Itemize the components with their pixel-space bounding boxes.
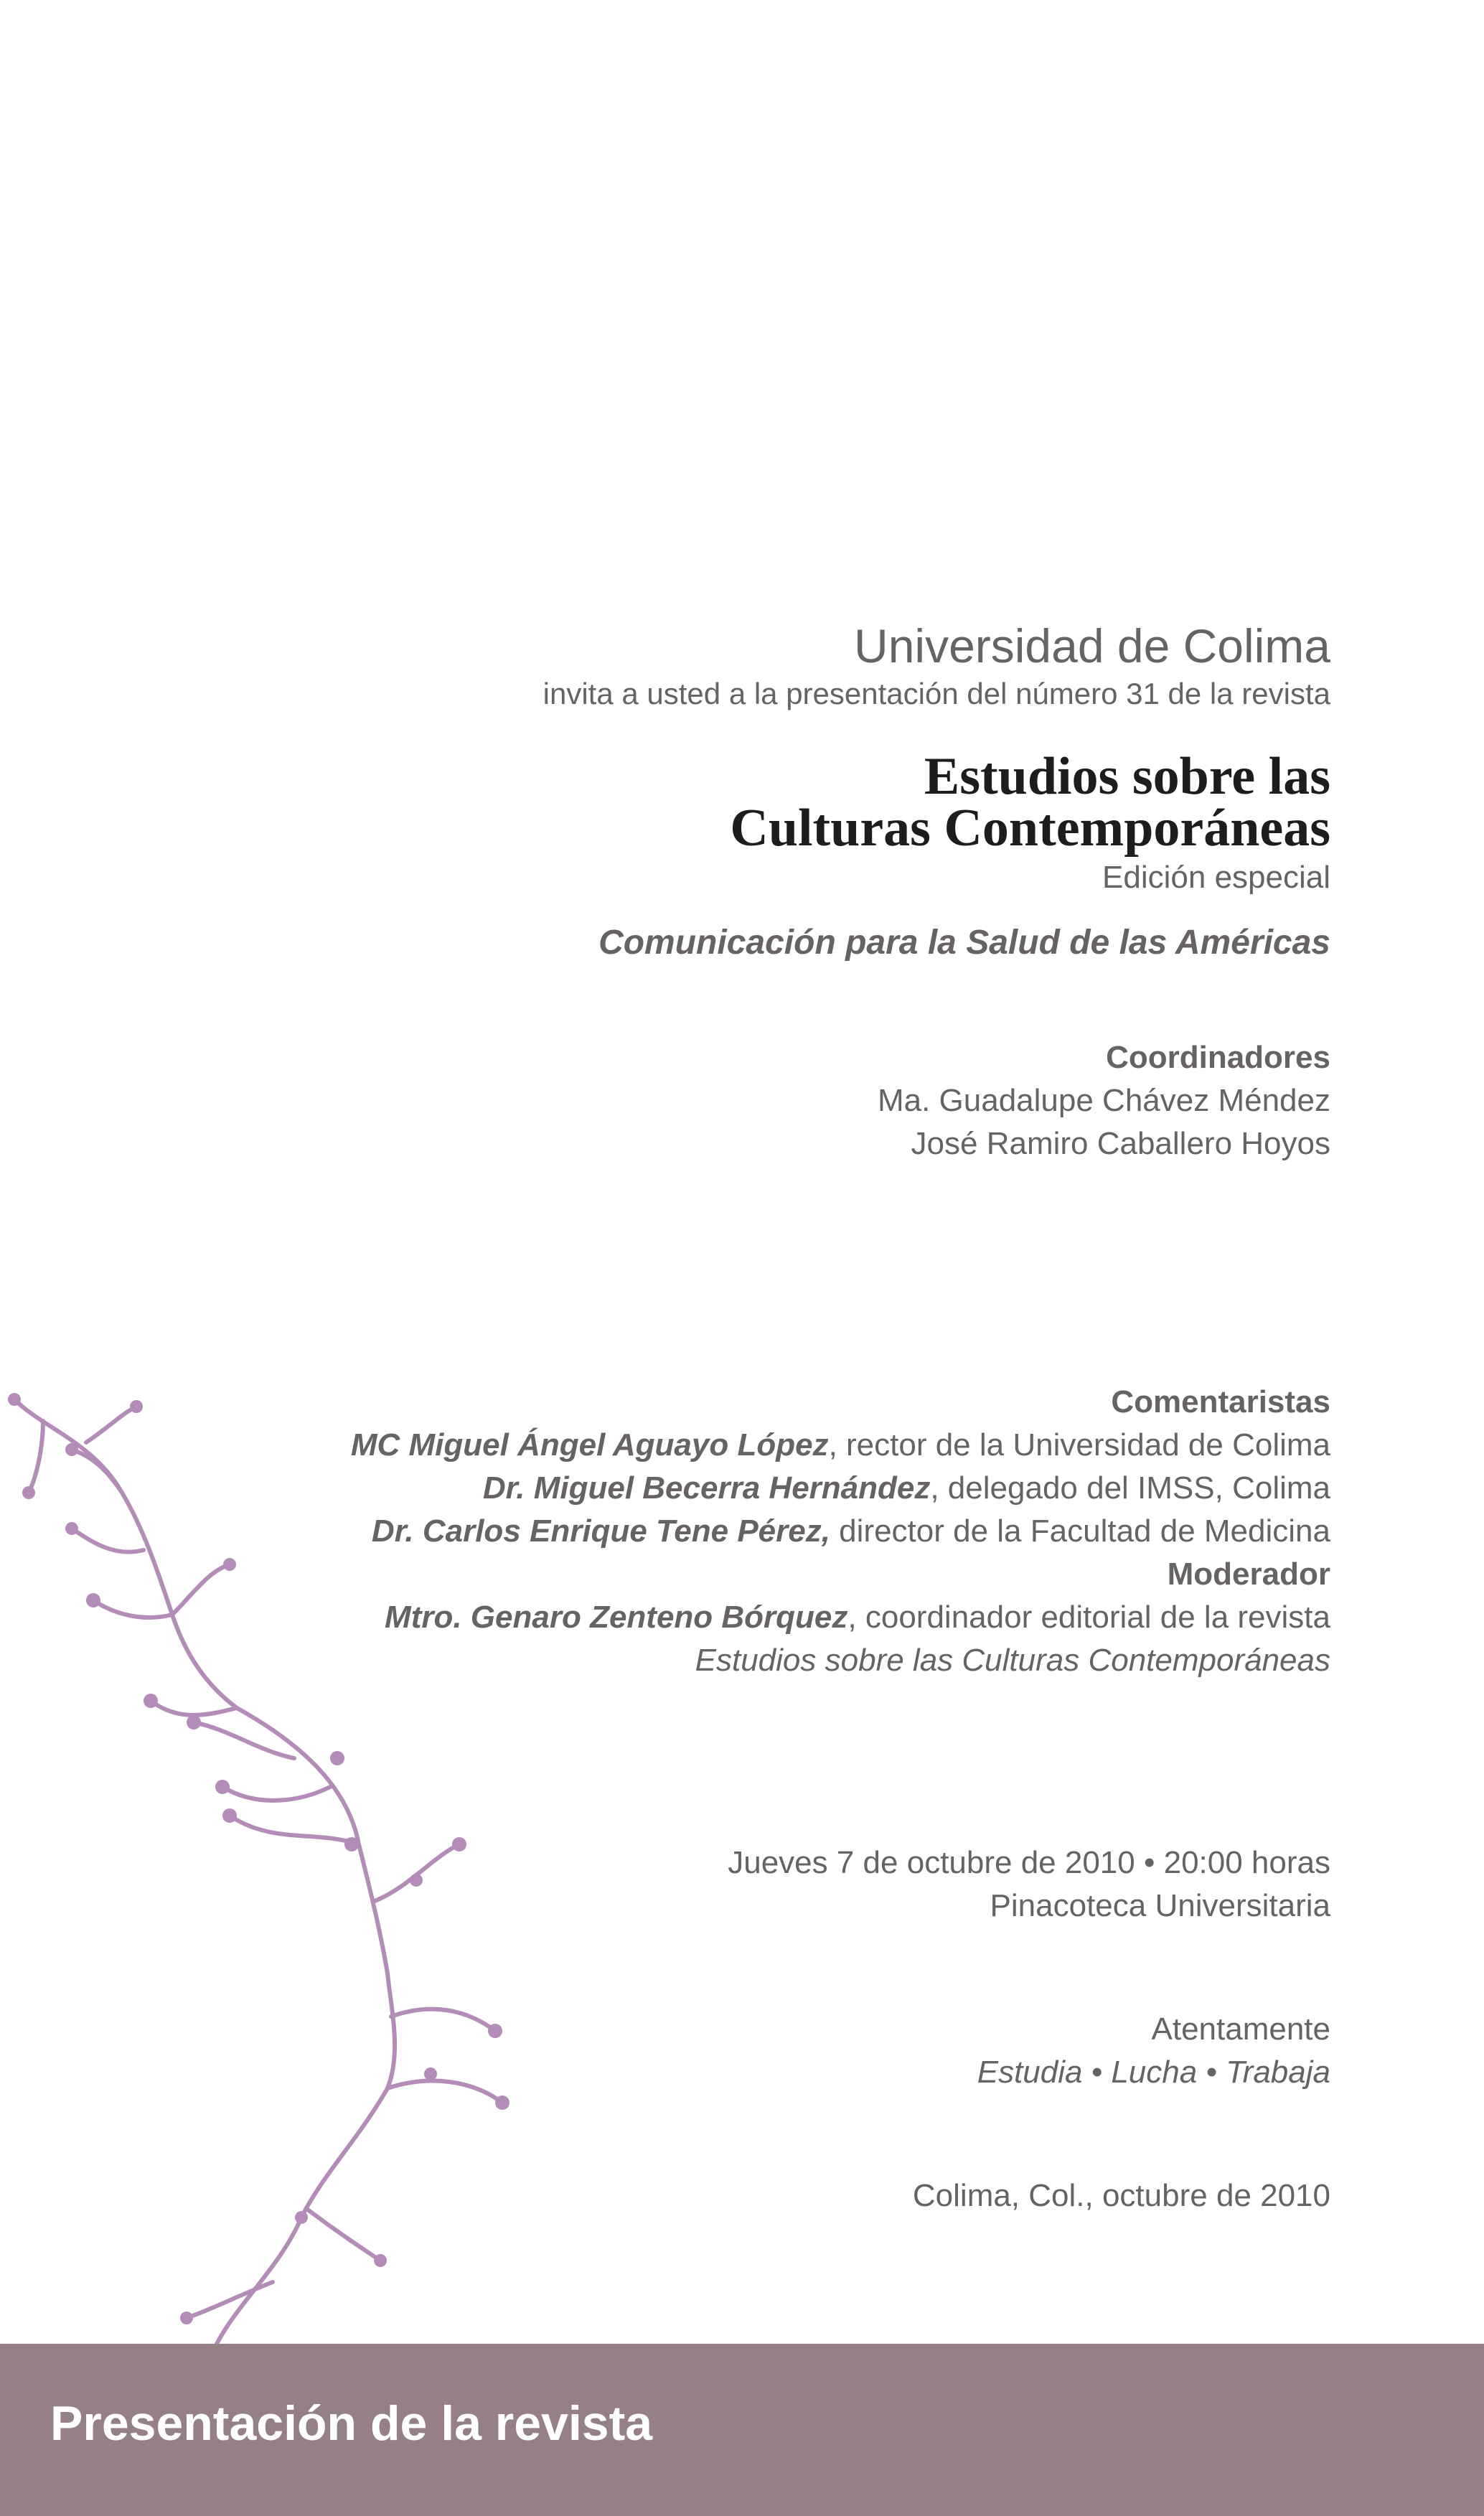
commentator-role: , rector de la Universidad de Colima bbox=[828, 1427, 1330, 1463]
moderator-heading: Moderador bbox=[1167, 1557, 1330, 1592]
commentators-heading: Comentaristas bbox=[1111, 1384, 1330, 1419]
moderator-role: , coordinador editorial de la revista bbox=[847, 1600, 1330, 1635]
journal-title-line-1: Estudios sobre las bbox=[924, 747, 1330, 806]
university-motto: Estudia • Lucha • Trabaja bbox=[977, 2055, 1330, 2090]
event-datetime: Jueves 7 de octubre de 2010 • 20:00 horas bbox=[728, 1845, 1330, 1880]
moderator-name: Mtro. Genaro Zenteno Bórquez bbox=[385, 1600, 848, 1635]
commentator-role: , delegado del IMSS, Colima bbox=[930, 1470, 1330, 1506]
place-and-date: Colima, Col., octubre de 2010 bbox=[912, 2178, 1330, 2213]
coordinators-heading: Coordinadores bbox=[1106, 1040, 1330, 1075]
commentator-name: Dr. Carlos Enrique Tene Pérez, bbox=[371, 1513, 830, 1549]
flowering-branch-illustration bbox=[0, 1385, 560, 2347]
footer-banner bbox=[0, 2344, 1484, 2516]
commentator-name: Dr. Miguel Becerra Hernández bbox=[482, 1470, 931, 1506]
invitation-text: invita a usted a la presentación del número 31 de la revista bbox=[543, 677, 1330, 710]
closing-salutation: Atentamente bbox=[1151, 2012, 1330, 2047]
footer-title: Presentación de la revista bbox=[50, 2396, 653, 2451]
coordinator-name: José Ramiro Caballero Hoyos bbox=[911, 1126, 1330, 1161]
edition-label: Edición especial bbox=[1102, 860, 1330, 895]
journal-title-line-2: Culturas Contemporáneas bbox=[730, 799, 1330, 858]
edition-theme: Comunicación para la Salud de las Américas bbox=[598, 924, 1330, 962]
moderator-journal: Estudios sobre las Culturas Contemporáneas bbox=[695, 1643, 1330, 1678]
commentator-role: director de la Facultad de Medicina bbox=[830, 1513, 1330, 1549]
commentator-name: MC Miguel Ángel Aguayo López bbox=[350, 1427, 829, 1463]
event-venue: Pinacoteca Universitaria bbox=[990, 1888, 1330, 1923]
coordinator-name: Ma. Guadalupe Chávez Méndez bbox=[877, 1083, 1330, 1118]
university-name: Universidad de Colima bbox=[854, 619, 1330, 672]
